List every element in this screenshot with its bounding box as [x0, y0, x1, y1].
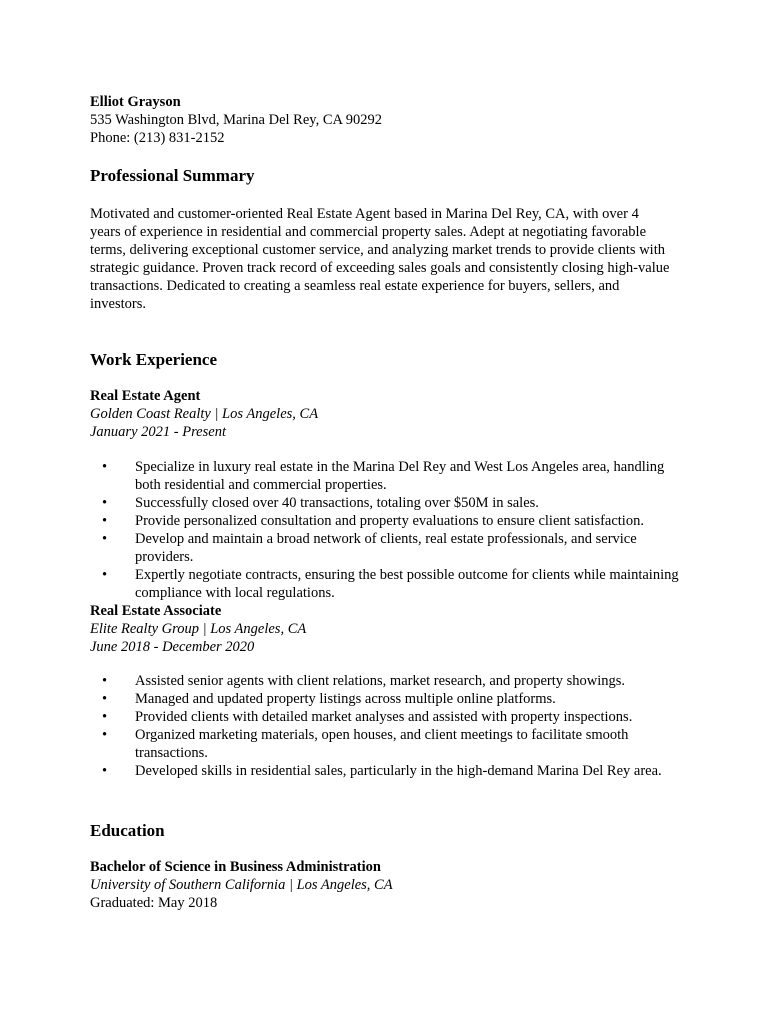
list-item: [90, 708, 690, 726]
work-experience-heading: Work Experience: [90, 350, 218, 369]
bullet-icon: •: [102, 673, 108, 689]
phone-line: Phone: (213) 831-2152: [90, 130, 225, 146]
bullet-text: Organized marketing materials, open houses, and client meetings to facilitate smooth transactions.: [135, 727, 629, 761]
list-item: [90, 494, 690, 512]
job-dates: January 2021 - Present: [90, 424, 226, 440]
candidate-name: Elliot Grayson: [90, 94, 181, 110]
bullet-text: Provide personalized consultation and property evaluations to ensure client satisfaction.: [135, 513, 644, 529]
job-bullet-list: [90, 672, 690, 780]
bullet-text: Develop and maintain a broad network of clients, real estate professionals, and service providers.: [135, 531, 637, 565]
bullet-text: Expertly negotiate contracts, ensuring the best possible outcome for clients while maintaining compliance with local regulations.: [135, 567, 679, 601]
list-item: [90, 512, 690, 530]
job-bullet-list: [90, 458, 690, 602]
list-item: [90, 530, 690, 566]
job-title: Real Estate Associate: [90, 603, 222, 619]
bullet-text: Developed skills in residential sales, particularly in the high-demand Marina Del Rey area.: [135, 763, 662, 779]
bullet-icon: •: [102, 709, 108, 725]
bullet-icon: •: [102, 495, 108, 511]
bullet-icon: •: [102, 531, 108, 547]
list-item: [90, 672, 690, 690]
bullet-icon: •: [102, 763, 108, 779]
job-title: Real Estate Agent: [90, 388, 201, 404]
graduation-date: Graduated: May 2018: [90, 895, 218, 911]
summary-paragraph: Motivated and customer-oriented Real Estate Agent based in Marina Del Rey, CA, with over 4 years of experience in residential and commercial property sales. Adept at negotiating favorable terms, delivering exceptional customer service, and analyzing market trends to provide clients with strategic guidance. Proven track record of exceeding sales goals and consistently closing high-value transactions. Dedicated to creating a seamless real estate experience for buyers, sellers, and investors.: [90, 206, 670, 312]
bullet-text: Specialize in luxury real estate in the Marina Del Rey and West Los Angeles area, handling both residential and commercial properties.: [135, 459, 665, 493]
bullet-icon: •: [102, 513, 108, 529]
bullet-icon: •: [102, 691, 108, 707]
list-item: [90, 566, 690, 602]
job-company: Golden Coast Realty | Los Angeles, CA: [90, 406, 319, 422]
list-item: [90, 458, 690, 494]
degree-title: Bachelor of Science in Business Administration: [90, 859, 381, 875]
bullet-text: Managed and updated property listings across multiple online platforms.: [135, 691, 556, 707]
address-line: 535 Washington Blvd, Marina Del Rey, CA 90292: [90, 112, 383, 128]
summary-heading: Professional Summary: [90, 166, 255, 185]
list-item: [90, 726, 690, 762]
school-name: University of Southern California | Los Angeles, CA: [90, 877, 393, 893]
bullet-text: Assisted senior agents with client relations, market research, and property showings.: [135, 673, 626, 689]
bullet-icon: •: [102, 727, 108, 743]
list-item: [90, 690, 690, 708]
education-heading: Education: [90, 821, 165, 840]
bullet-text: Successfully closed over 40 transactions, totaling over $50M in sales.: [135, 495, 539, 511]
list-item: [90, 762, 690, 780]
bullet-icon: •: [102, 567, 108, 583]
job-dates: June 2018 - December 2020: [90, 639, 255, 655]
bullet-text: Provided clients with detailed market analyses and assisted with property inspections.: [135, 709, 633, 725]
job-company: Elite Realty Group | Los Angeles, CA: [90, 621, 307, 637]
bullet-icon: •: [102, 459, 108, 475]
